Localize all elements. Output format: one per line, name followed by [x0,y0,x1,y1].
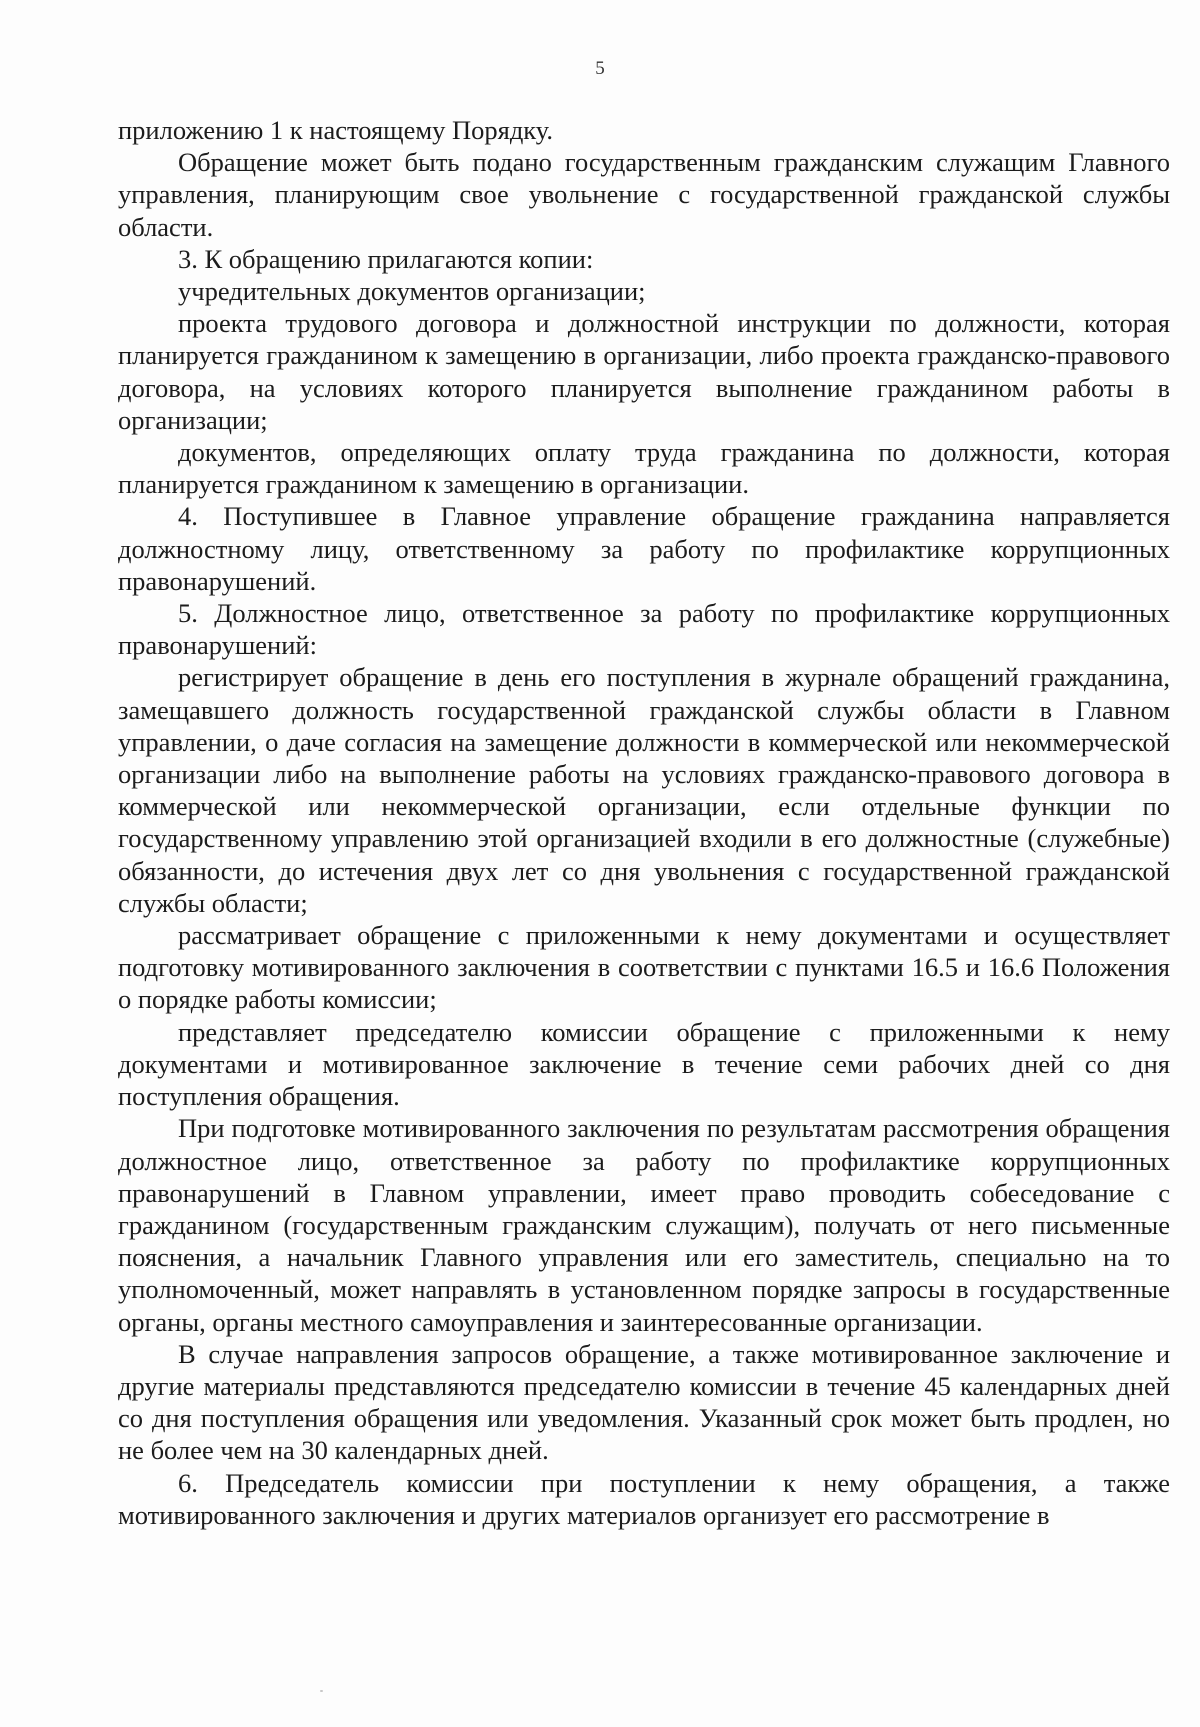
paragraph: 5. Должностное лицо, ответственное за работу по профилактике коррупционных правонарушений: [118,598,1170,661]
paragraph: представляет председателю комиссии обращение с приложенными к нему документами и мотивированное заключение в течение семи рабочих дней со дня поступления обращения. [118,1016,1170,1112]
paragraph: 4. Поступившее в Главное управление обращение гражданина направляется должностному лицу, ответственному за работу по профилактике коррупционных правонарушений. [118,501,1170,596]
paragraph: приложению 1 к настоящему Порядку. [118,115,554,145]
paragraph: Обращение может быть подано государственным гражданским служащим Главного управления, планирующим свое увольнение с государственной гражданской службы области. [118,147,1170,242]
paragraph: учредительных документов организации; [178,276,646,307]
paragraph: В случае направления запросов обращение, а также мотивированное заключение и другие материалы представляются председателю комиссии в течение 45 календарных дней со дня поступления обращения или уведомления. Указанный срок может быть продлен, но не более чем на 30 календарных дней. [118,1338,1170,1466]
paragraph: 6. Председатель комиссии при поступлении к нему обращения, а также мотивированного заключения и других материалов организует его рассмотрение в [118,1467,1170,1530]
paragraph: регистрирует обращение в день его поступления в журнале обращений гражданина, замещавшего должность государственной гражданской службы области в Главном управлении, о даче согласия на замещение должности в коммерческой или некоммерческой организации либо на выполнение работы на условиях гражданско-правового договора в коммерческой или некоммерческой организации, если отдельные функции по государственному управлению этой организацией входили в его должностные (служебные) обязанности, до истечения двух лет со дня увольнения с государственной гражданской службы области; [118,662,1170,918]
paragraph: При подготовке мотивированного заключения по результатам рассмотрения обращения должностное лицо, ответственное за работу по профилактике коррупционных правонарушений в Главном управлении, имеет право проводить собеседование с гражданином (государственным гражданским служащим), получать от него письменные пояснения, а начальник Главного управления или его заместитель, специально на то уполномоченный, может направлять в установленном порядке запросы в государственные органы, органы местного самоуправления и заинтересованные организации. [118,1113,1170,1337]
paragraph: проекта трудового договора и должностной инструкции по должности, которая планируется гражданином к замещению в организации, либо проекта гражданско-правового договора, на условиях которого планируется выполнение гражданином работы в организации; [118,308,1170,435]
page-number: 5 [595,58,605,79]
paragraph: 3. К обращению прилагаются копии: [178,243,594,274]
paragraph: рассматривает обращение с приложенными к нему документами и осуществляет подготовку мотивированного заключения в соответствии с пунктами 16.5 и 16.6 Положения о порядке работы комиссии; [118,920,1170,1015]
paragraph: документов, определяющих оплату труда гражданина по должности, которая планируется гражданином к замещению в организации. [118,437,1170,500]
scan-speck [320,1690,323,1692]
document-body [118,114,1170,1531]
